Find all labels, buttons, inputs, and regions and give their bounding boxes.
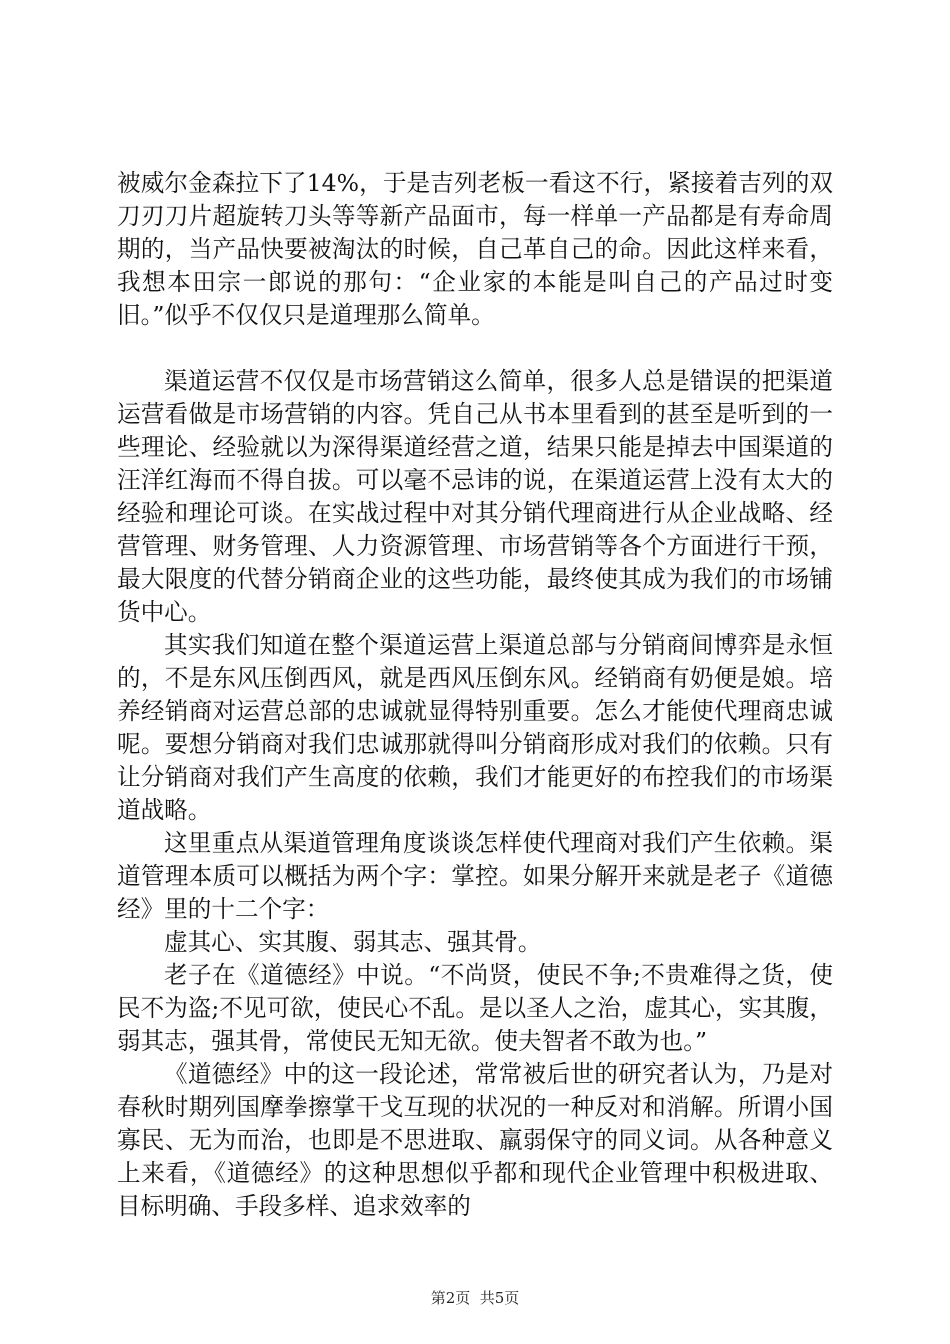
paragraph: 其实我们知道在整个渠道运营上渠道总部与分销商间博弈是永恒的，不是东风压倒西风，就是西风压倒东风。经销商有奶便是娘。培养经销商对运营总部的忠诚就显得特别重要。怎么才能使代理商忠诚呢。要想分销商对我们忠诚那就得叫分销商形成对我们的依赖。只有让分销商对我们产生高度的依赖，我们才能更好的布控我们的市场渠道战略。 xyxy=(117,631,833,824)
paragraph: 这里重点从渠道管理角度谈谈怎样使代理商对我们产生依赖。渠道管理本质可以概括为两个字：掌控。如果分解开来就是老子《道德经》里的十二个字： xyxy=(117,829,833,923)
page-number: 第2页 共5页 xyxy=(430,1289,520,1307)
paragraph: 渠道运营不仅仅是市场营销这么简单，很多人总是错误的把渠道运营看做是市场营销的内容。凭自己从书本里看到的甚至是听到的一些理论、经验就以为深得渠道经营之道，结果只能是掉去中国渠道的汪洋红海而不得自拔。可以毫不忌讳的说，在渠道运营上没有太大的经验和理论可谈。在实战过程中对其分销代理商进行从企业战略、经营管理、财务管理、人力资源管理、市场营销等各个方面进行干预，最大限度的代替分销商企业的这些功能，最终使其成为我们的市场铺货中心。 xyxy=(117,367,833,626)
page-footer xyxy=(0,1287,950,1308)
paragraph: 《道德经》中的这一段论述，常常被后世的研究者认为，乃是对春秋时期列国摩拳擦掌干戈互现的状况的一种反对和消解。所谓小国寡民、无为而治，也即是不思进取、羸弱保守的同义词。从各种意义上来看，《道德经》的这种思想似乎都和现代企业管理中积极进取、目标明确、手段多样、追求效率的 xyxy=(117,1060,833,1220)
paragraph-continuation: 被威尔金森拉下了14%，于是吉列老板一看这不行，紧接着吉列的双刀刃刀片超旋转刀头等等新产品面市，每一样单一产品都是有寿命周期的，当产品快要被淘汰的时候，自己革自己的命。因此这样来看，我想本田宗一郎说的那句：“企业家的本能是叫自己的产品过时变旧。”似乎不仅仅只是道理那么简单。 xyxy=(117,169,833,329)
body-text xyxy=(117,167,833,1223)
paragraph-quote-line: 虚其心、实其腹、弱其志、强其骨。 xyxy=(164,928,542,956)
paragraph: 老子在《道德经》中说。“不尚贤，使民不争;不贵难得之货，使民不为盗;不见可欲，使民心不乱。是以圣人之治，虚其心，实其腹，弱其志，强其骨，常使民无知无欲。使夫智者不敢为也。” xyxy=(117,961,833,1055)
